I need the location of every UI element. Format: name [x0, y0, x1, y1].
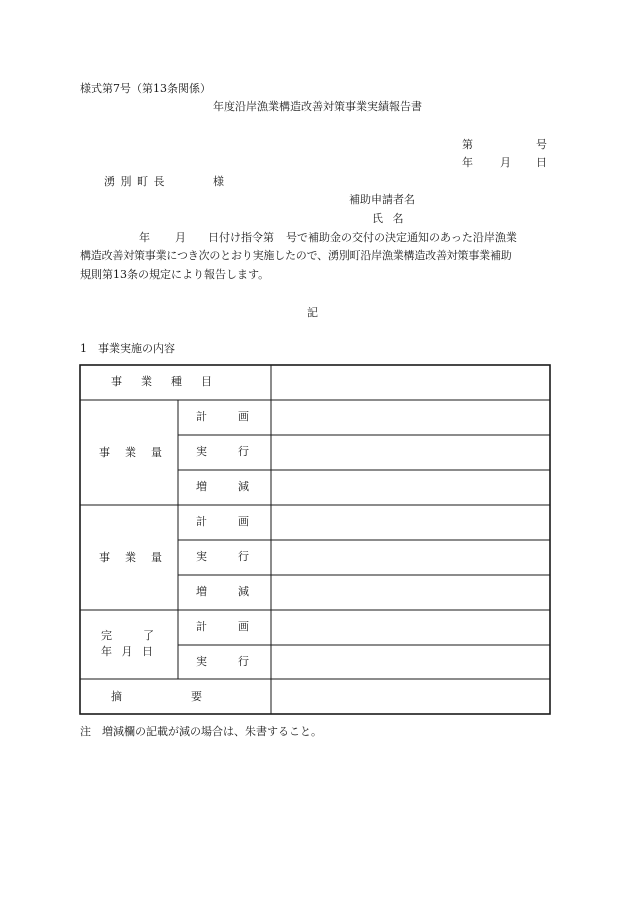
group2-label: 事 業 量 [99, 551, 164, 564]
type-label: 事 業 種 目 [111, 375, 216, 388]
summary-label: 摘 要 [111, 690, 211, 703]
group1-actual-cell[interactable] [272, 436, 549, 469]
body-line-2: 構造改善対策事業につき次のとおり実施したので、湧別町沿岸漁業構造改善対策事業補助 [80, 249, 512, 262]
group2-diff-label: 増 減 [196, 585, 259, 598]
completion-actual-cell[interactable] [272, 646, 549, 678]
completion-plan-cell[interactable] [272, 611, 549, 644]
body-line-3: 規則第13条の規定により報告します。 [80, 268, 270, 281]
date-month-label: 月 [500, 156, 511, 169]
group1-actual-label: 実 行 [196, 445, 259, 458]
group1-plan-label: 計 画 [196, 410, 259, 423]
body-line-1d: 号で補助金の交付の決定通知のあった沿岸漁業 [286, 231, 517, 244]
completion-actual-label: 実 行 [196, 655, 259, 668]
document-title: 年度沿岸漁業構造改善対策事業実績報告書 [213, 100, 422, 113]
completion-plan-label: 計 画 [196, 620, 259, 633]
form-number: 様式第7号（第13条関係） [80, 82, 211, 95]
body-line-1c: 日付け指令第 [208, 231, 274, 244]
group1-label: 事 業 量 [99, 446, 164, 459]
summary-cell[interactable] [272, 680, 549, 713]
footnote: 注 増減欄の記載が減の場合は、朱書すること。 [80, 725, 322, 738]
body-line-1b: 月 [175, 231, 186, 244]
date-year-label: 年 [462, 156, 473, 169]
ki-heading: 記 [307, 306, 318, 319]
completion-label-line2: 年 月 日 [101, 645, 156, 658]
group2-plan-cell[interactable] [272, 506, 549, 539]
project-table [79, 364, 551, 715]
addressee-name: 湧 別 町 長 [104, 175, 166, 188]
addressee-honorific: 様 [213, 175, 224, 188]
body-line-1a: 年 [139, 231, 150, 244]
applicant-name-label: 氏 名 [372, 212, 407, 225]
group2-actual-label: 実 行 [196, 550, 259, 563]
group1-diff-label: 増 減 [196, 480, 259, 493]
group2-diff-cell[interactable] [272, 576, 549, 609]
group1-diff-cell[interactable] [272, 471, 549, 504]
applicant-label: 補助申請者名 [349, 193, 415, 206]
number-suffix: 号 [536, 138, 547, 151]
group2-actual-cell[interactable] [272, 541, 549, 574]
number-prefix: 第 [462, 138, 473, 151]
date-day-label: 日 [536, 156, 547, 169]
completion-label-line1: 完 了 [101, 629, 157, 642]
group2-plan-label: 計 画 [196, 515, 259, 528]
section-heading: 1 事業実施の内容 [80, 342, 175, 355]
group1-plan-cell[interactable] [272, 401, 549, 434]
type-value-cell[interactable] [272, 366, 549, 399]
